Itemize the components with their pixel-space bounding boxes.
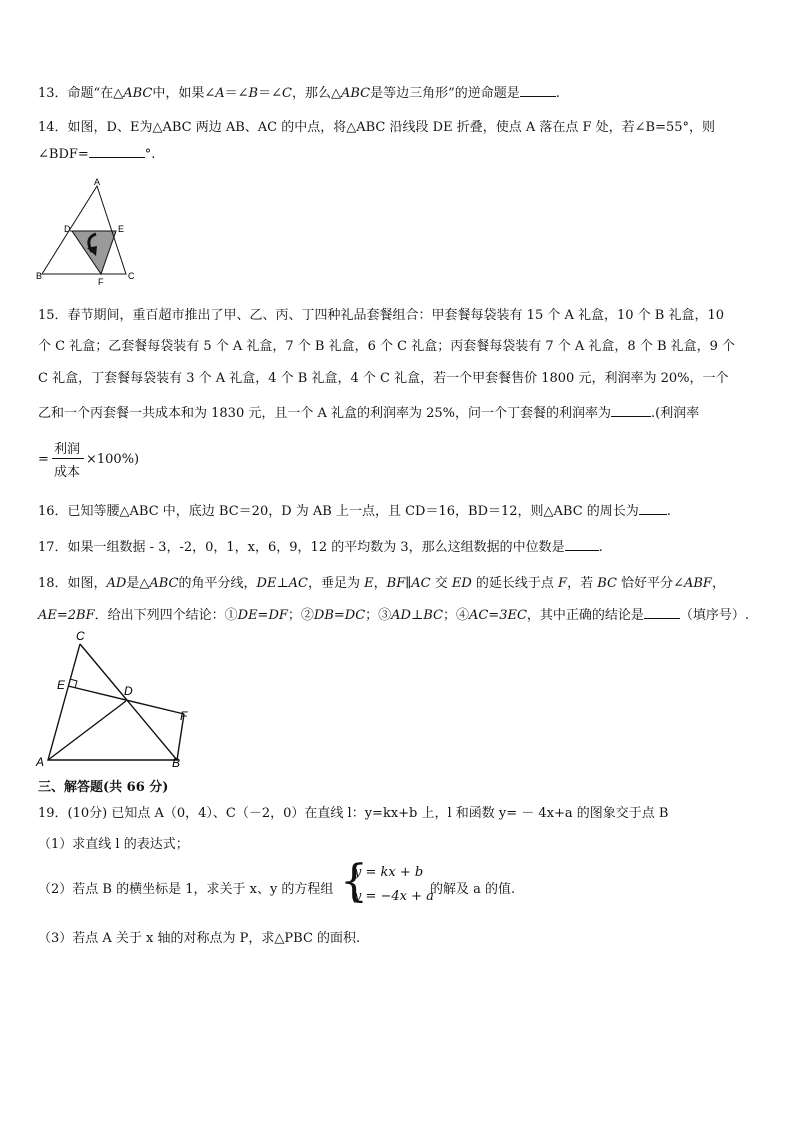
label-d: D	[124, 684, 133, 698]
figure-14	[34, 176, 144, 288]
label-b: B	[172, 756, 181, 768]
q19-part2-post: 的解及 a 的值.	[430, 882, 516, 897]
label-c: C	[76, 629, 85, 643]
q15-line3: C 礼盒，丁套餐每袋装有 3 个 A 礼盒，4 个 B 礼盒，4 个 C 礼盒，若一个甲套餐售价 1800 元，利润率为 20%，一个	[38, 371, 729, 386]
label-e: E	[57, 678, 66, 692]
label-a: A	[36, 755, 45, 768]
q19-part1: （1）求直线 l 的表达式；	[38, 837, 189, 852]
q15-line4: 乙和一个丙套餐一共成本和为 1830 元，且一个 A 礼盒的利润率为 25%，问一个丁套餐的利润率为 .(利润率	[38, 406, 700, 421]
answer-blank[interactable]	[644, 618, 680, 619]
q14-line1: 14．如图，D、E为△ABC 两边 AB、AC 的中点，将△ABC 沿线段 DE 折叠，使点 A 落在点 F 处，若∠B=55°，则	[38, 120, 716, 135]
q18-line2: AE=2BF．给出下列四个结论：①DE=DF；②DB=DC；③AD⊥BC；④AC=3EC，其中正确的结论是 （填序号）.	[38, 608, 750, 623]
answer-blank[interactable]	[639, 514, 667, 515]
label-a: A	[94, 177, 101, 187]
q19-part2: （2）若点 B 的横坐标是 1，求关于 x、y 的方程组	[38, 882, 334, 897]
q16-text: 16．已知等腰△ABC 中，底边 BC＝20，D 为 AB 上一点，且 CD＝16，BD＝12，则△ABC 的周长为 .	[38, 504, 671, 519]
profit-rate-formula: = 利润 成本 ×100%)	[38, 442, 140, 480]
q19-line1: 19．(10分) 已知点 A（0，4）、C（－2，0）在直线 l：y=kx+b 上，l 和函数 y= － 4x+a 的图象交于点 B	[38, 806, 669, 821]
q14-line2: ∠BDF= °.	[38, 147, 156, 162]
equation-system: { y = kx + b y = −4x + a	[340, 856, 434, 907]
q13-text: 13．命题“在△ABC中，如果∠A＝∠B＝∠C，那么△ABC是等边三角形”的逆命题是 .	[38, 86, 560, 101]
triangle-abc	[42, 186, 126, 274]
answer-blank[interactable]	[565, 550, 599, 551]
figure-18	[32, 628, 202, 768]
label-b: B	[36, 271, 43, 281]
section-heading: 三、解答题(共 66 分)	[38, 780, 169, 795]
label-e: E	[118, 224, 125, 234]
label-f: F	[180, 709, 188, 723]
answer-blank[interactable]	[611, 416, 651, 417]
q19-part3: （3）若点 A 关于 x 轴的对称点为 P，求△PBC 的面积.	[38, 931, 361, 946]
fraction-bar	[52, 458, 84, 459]
label-c: C	[128, 271, 135, 281]
label-d: D	[64, 224, 71, 234]
q15-line2: 个 C 礼盒；乙套餐每袋装有 5 个 A 礼盒，7 个 B 礼盒，6 个 C 礼盒；丙套餐每袋装有 7 个 A 礼盒，8 个 B 礼盒，9 个	[38, 339, 736, 354]
q15-line1: 15．春节期间，重百超市推出了甲、乙、丙、丁四种礼品套餐组合：甲套餐每袋装有 15 个 A 礼盒，10 个 B 礼盒，10	[38, 308, 725, 323]
q18-line1: 18．如图，AD是△ABC的角平分线，DE⊥AC，垂足为 E，BF∥AC 交 ED 的延长线于点 F，若 BC 恰好平分∠ABF，	[38, 576, 725, 591]
q17-text: 17．如果一组数据 - 3，-2，0，1，x，6，9，12 的平均数为 3，那么这组数据的中位数是 .	[38, 540, 603, 555]
triangle-abc	[48, 644, 177, 760]
left-brace: {	[340, 856, 368, 907]
answer-blank[interactable]	[89, 157, 145, 158]
segment-ad	[48, 701, 126, 760]
label-f: F	[98, 277, 104, 287]
answer-blank[interactable]	[520, 96, 556, 97]
